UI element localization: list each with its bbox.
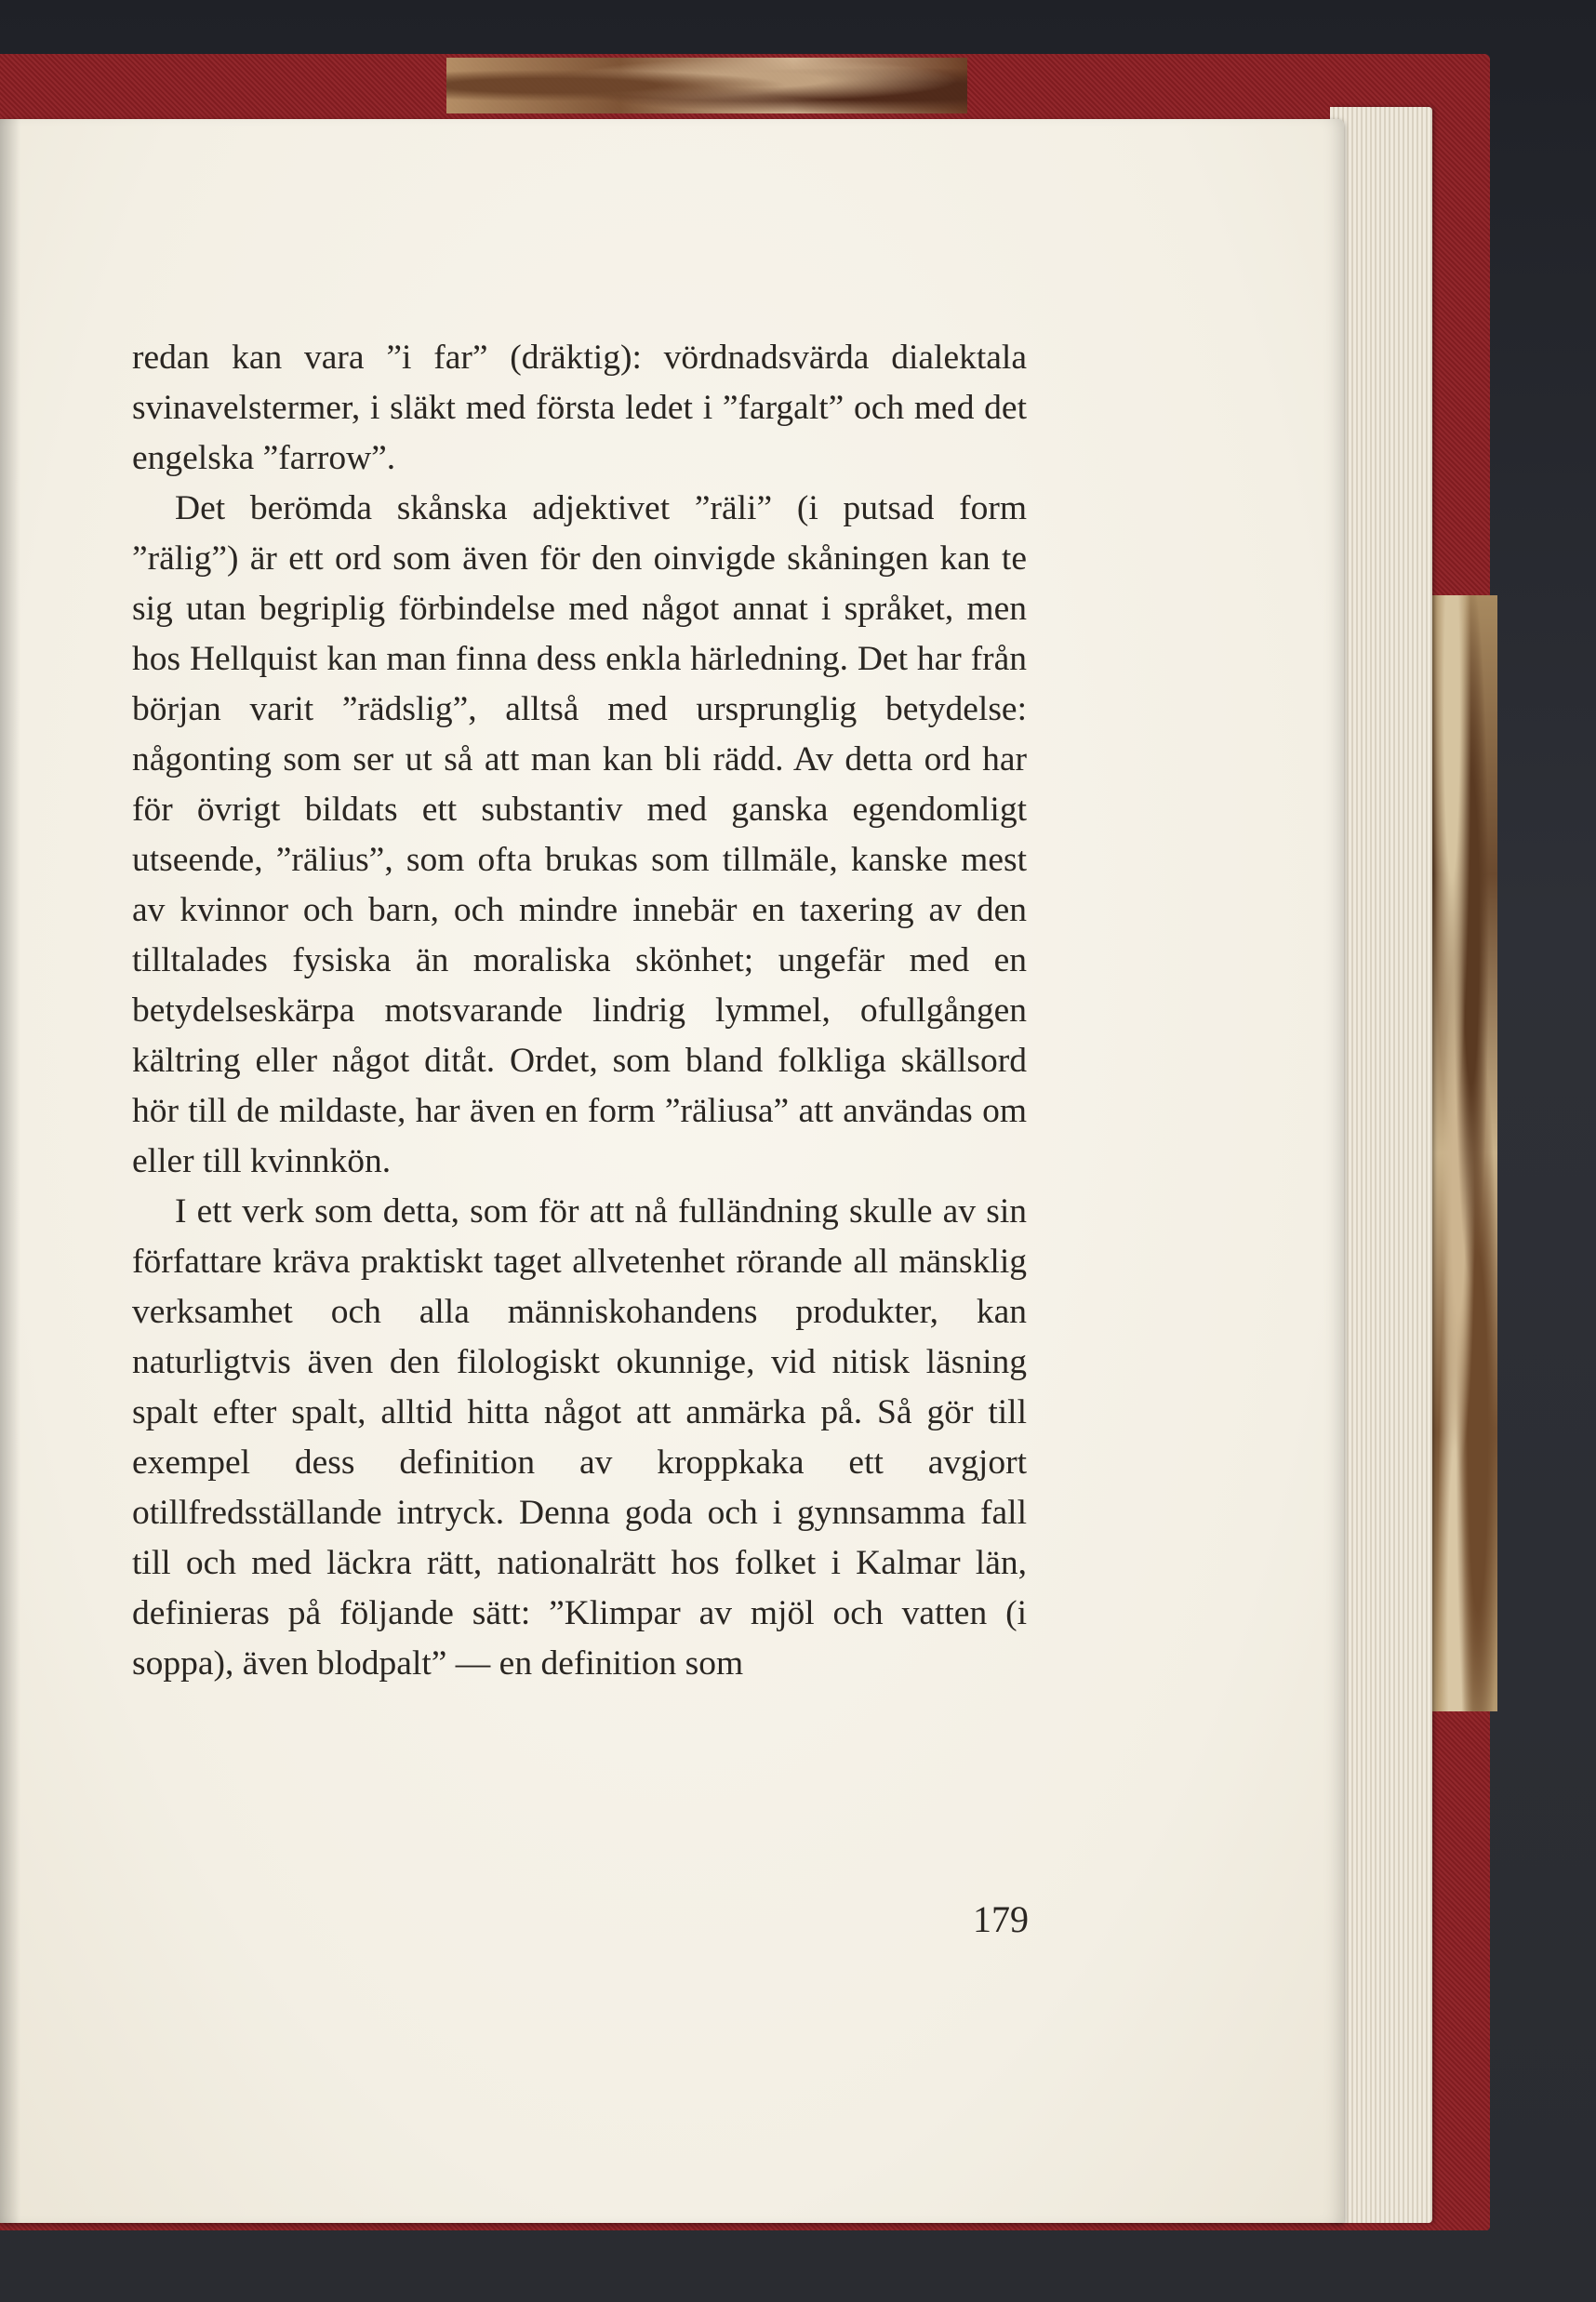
paragraph: Det berömda skånska adjektivet ”räli” (i putsad form ”rälig”) är ett ord som även för den oinvigde skåningen kan te sig utan begriplig förbindelse med något annat i språket, men hos Hellquist kan man finna dess enkla härledning. Det har från början varit ”rädslig”, alltså med ursprunglig betydelse: någonting som ser ut så att man kan bli rädd. Av detta ord har för övrigt bildats ett substantiv med ganska egendomligt utseende, ”rälius”, som ofta brukas som tillmäle, kanske mest av kvinnor och barn, och mindre innebär en taxering av den tilltalades fysiska än moraliska skönhet; ungefär med en betydelseskärpa motsvarande lindrig lymmel, ofullgången kältring eller något ditåt. Ordet, som bland folkliga skällsord hör till de mildaste, har även en form ”räliusa” att användas om eller till kvinnkön. — [132, 489, 1027, 1180]
paragraph: redan kan vara ”i far” (dräktig): vördnadsvärda dialektala svinavelstermer, i släkt med första ledet i ”fargalt” och med det engelska ”farrow”. — [132, 339, 1027, 477]
body-text — [132, 333, 1027, 1689]
spine-shadow — [0, 119, 20, 2223]
marbled-endpaper-right — [1432, 595, 1497, 1711]
page-number: 179 — [973, 1898, 1029, 1940]
paragraph: I ett verk som detta, som för att nå fulländning skulle av sin författare kräva praktiskt taget allvetenhet rörande all mänsklig verksamhet och alla människohandens produkter, kan naturligtvis även den filologiskt okunnige, vid nitisk läsning spalt efter spalt, alltid hitta något att anmärka på. Så gör till exempel dess definition av kroppkaka ett avgjort otillfredsställande intryck. Denna goda och i gynnsamma fall till och med läckra rätt, nationalrätt hos folket i Kalmar län, definieras på följande sätt: ”Klimpar av mjöl och vatten (i soppa), även blodpalt” — en definition som — [132, 1192, 1027, 1683]
marbled-endpaper-top — [446, 58, 967, 113]
page-edges — [1330, 107, 1432, 2223]
